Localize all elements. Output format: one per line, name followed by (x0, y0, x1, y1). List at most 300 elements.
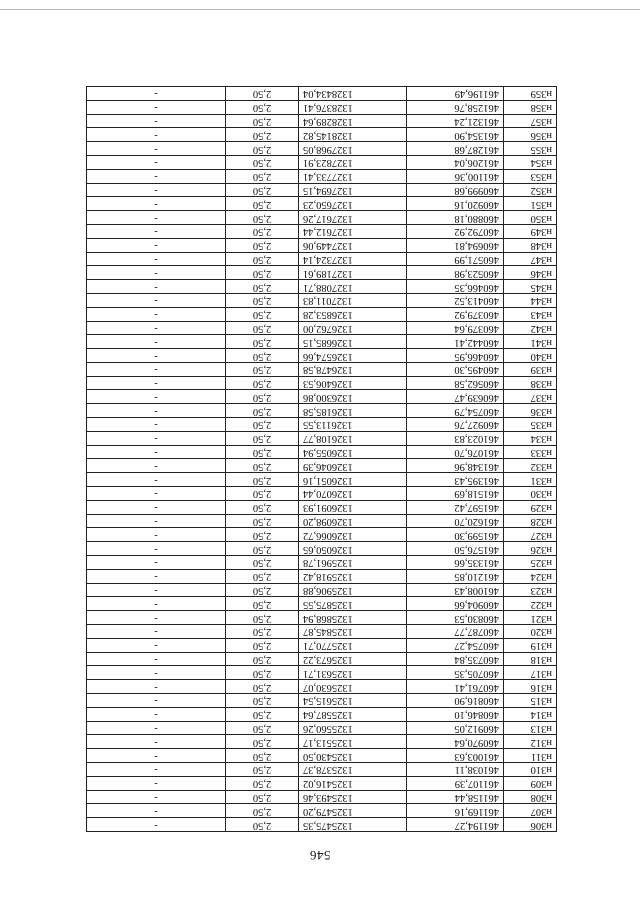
cell-note: - (87, 376, 226, 390)
cell-y-coordinate: 1326685,15 (299, 335, 407, 349)
cell-note: - (87, 155, 226, 169)
cell-note: - (87, 404, 226, 418)
cell-y-coordinate: 1325416,02 (299, 776, 407, 790)
cell-y-coordinate: 1325868,94 (299, 611, 407, 625)
cell-point-id: н338 (504, 376, 557, 390)
cell-point-id: н314 (504, 707, 557, 721)
cell-point-id: н347 (504, 252, 557, 266)
cell-y-coordinate: 1325875,55 (299, 597, 407, 611)
cell-accuracy: 2,50 (226, 542, 299, 556)
cell-y-coordinate: 1325587,64 (299, 707, 407, 721)
cell-point-id: н324 (504, 569, 557, 583)
cell-x-coordinate: 460523,98 (407, 266, 504, 280)
cell-accuracy: 2,50 (226, 114, 299, 128)
cell-note: - (87, 86, 226, 100)
table-row (87, 583, 557, 597)
cell-point-id: н316 (504, 680, 557, 694)
cell-x-coordinate: 461287,68 (407, 142, 504, 156)
cell-x-coordinate: 461354,90 (407, 128, 504, 142)
table-row (87, 638, 557, 652)
cell-x-coordinate: 461076,70 (407, 445, 504, 459)
cell-y-coordinate: 1328289,64 (299, 114, 407, 128)
cell-point-id: н332 (504, 459, 557, 473)
cell-y-coordinate: 1325906,88 (299, 583, 407, 597)
cell-y-coordinate: 1327617,26 (299, 211, 407, 225)
cell-point-id: н310 (504, 763, 557, 777)
cell-x-coordinate: 460694,81 (407, 238, 504, 252)
cell-y-coordinate: 1325378,37 (299, 763, 407, 777)
cell-accuracy: 2,50 (226, 211, 299, 225)
table-row (87, 404, 557, 418)
cell-accuracy: 2,50 (226, 321, 299, 335)
table-row (87, 114, 557, 128)
table-row (87, 307, 557, 321)
table-row (87, 321, 557, 335)
table-row (87, 155, 557, 169)
cell-note: - (87, 390, 226, 404)
cell-note: - (87, 238, 226, 252)
cell-x-coordinate: 461107,39 (407, 776, 504, 790)
cell-point-id: н325 (504, 556, 557, 570)
cell-x-coordinate: 460571,99 (407, 252, 504, 266)
cell-y-coordinate: 1325918,42 (299, 569, 407, 583)
cell-accuracy: 2,50 (226, 473, 299, 487)
cell-accuracy: 2,50 (226, 694, 299, 708)
cell-y-coordinate: 1327823,91 (299, 155, 407, 169)
cell-note: - (87, 335, 226, 349)
cell-point-id: н309 (504, 776, 557, 790)
cell-note: - (87, 280, 226, 294)
table-row (87, 418, 557, 432)
cell-accuracy: 2,50 (226, 597, 299, 611)
cell-accuracy: 2,50 (226, 721, 299, 735)
cell-x-coordinate: 460442,41 (407, 335, 504, 349)
cell-x-coordinate: 460904,66 (407, 597, 504, 611)
table-row (87, 224, 557, 238)
table-row (87, 597, 557, 611)
cell-accuracy: 2,50 (226, 307, 299, 321)
cell-y-coordinate: 1326050,65 (299, 542, 407, 556)
table-row (87, 390, 557, 404)
cell-y-coordinate: 1326853,28 (299, 307, 407, 321)
cell-y-coordinate: 1325770,71 (299, 638, 407, 652)
cell-accuracy: 2,50 (226, 155, 299, 169)
cell-note: - (87, 487, 226, 501)
cell-x-coordinate: 460912,05 (407, 721, 504, 735)
cell-accuracy: 2,50 (226, 335, 299, 349)
cell-y-coordinate: 1328145,82 (299, 128, 407, 142)
cell-x-coordinate: 461003,63 (407, 749, 504, 763)
cell-accuracy: 2,50 (226, 556, 299, 570)
cell-x-coordinate: 460754,27 (407, 638, 504, 652)
table-row (87, 335, 557, 349)
cell-y-coordinate: 1325513,17 (299, 735, 407, 749)
cell-accuracy: 2,50 (226, 86, 299, 100)
table-row (87, 514, 557, 528)
cell-y-coordinate: 1326185,58 (299, 404, 407, 418)
cell-y-coordinate: 1325615,54 (299, 694, 407, 708)
cell-x-coordinate: 461395,43 (407, 473, 504, 487)
cell-accuracy: 2,50 (226, 418, 299, 432)
cell-x-coordinate: 460495,30 (407, 362, 504, 376)
cell-point-id: н315 (504, 694, 557, 708)
cell-point-id: н349 (504, 224, 557, 238)
cell-note: - (87, 321, 226, 335)
cell-accuracy: 2,50 (226, 652, 299, 666)
cell-x-coordinate: 460466,95 (407, 349, 504, 363)
table-row (87, 349, 557, 363)
cell-y-coordinate: 1327733,41 (299, 169, 407, 183)
table-row (87, 749, 557, 763)
cell-note: - (87, 776, 226, 790)
cell-x-coordinate: 460920,16 (407, 197, 504, 211)
cell-note: - (87, 418, 226, 432)
table-row (87, 763, 557, 777)
scan-edge-line (0, 9, 640, 10)
cell-note: - (87, 694, 226, 708)
cell-point-id: н323 (504, 583, 557, 597)
cell-point-id: н326 (504, 542, 557, 556)
table-row (87, 487, 557, 501)
cell-note: - (87, 128, 226, 142)
cell-y-coordinate: 1326478,58 (299, 362, 407, 376)
cell-accuracy: 2,50 (226, 790, 299, 804)
cell-accuracy: 2,50 (226, 404, 299, 418)
cell-accuracy: 2,50 (226, 238, 299, 252)
cell-accuracy: 2,50 (226, 625, 299, 639)
cell-point-id: н344 (504, 293, 557, 307)
cell-y-coordinate: 1325961,78 (299, 556, 407, 570)
cell-x-coordinate: 460880,18 (407, 211, 504, 225)
coordinates-table-body (87, 86, 557, 831)
cell-point-id: н350 (504, 211, 557, 225)
table-row (87, 238, 557, 252)
cell-point-id: н330 (504, 487, 557, 501)
cell-point-id: н343 (504, 307, 557, 321)
cell-y-coordinate: 1325560,26 (299, 721, 407, 735)
cell-accuracy: 2,50 (226, 487, 299, 501)
table-row (87, 183, 557, 197)
cell-x-coordinate: 460846,10 (407, 707, 504, 721)
cell-note: - (87, 735, 226, 749)
cell-x-coordinate: 460735,84 (407, 652, 504, 666)
cell-point-id: н320 (504, 625, 557, 639)
cell-y-coordinate: 1326108,77 (299, 431, 407, 445)
cell-note: - (87, 528, 226, 542)
table-row (87, 694, 557, 708)
cell-accuracy: 2,50 (226, 100, 299, 114)
cell-point-id: н334 (504, 431, 557, 445)
cell-point-id: н317 (504, 666, 557, 680)
cell-accuracy: 2,50 (226, 376, 299, 390)
cell-accuracy: 2,50 (226, 183, 299, 197)
cell-note: - (87, 473, 226, 487)
cell-x-coordinate: 461169,16 (407, 804, 504, 818)
cell-x-coordinate: 460830,53 (407, 611, 504, 625)
cell-point-id: н357 (504, 114, 557, 128)
cell-note: - (87, 749, 226, 763)
table-row (87, 611, 557, 625)
cell-accuracy: 2,50 (226, 197, 299, 211)
cell-accuracy: 2,50 (226, 293, 299, 307)
cell-note: - (87, 142, 226, 156)
table-row (87, 280, 557, 294)
cell-y-coordinate: 1327088,71 (299, 280, 407, 294)
cell-note: - (87, 445, 226, 459)
table-row (87, 680, 557, 694)
cell-accuracy: 2,50 (226, 445, 299, 459)
cell-point-id: н321 (504, 611, 557, 625)
cell-y-coordinate: 1326066,72 (299, 528, 407, 542)
cell-x-coordinate: 460970,64 (407, 735, 504, 749)
cell-accuracy: 2,50 (226, 638, 299, 652)
cell-note: - (87, 556, 226, 570)
cell-x-coordinate: 461196,49 (407, 86, 504, 100)
cell-y-coordinate: 1326762,00 (299, 321, 407, 335)
cell-accuracy: 2,50 (226, 459, 299, 473)
cell-note: - (87, 211, 226, 225)
cell-point-id: н319 (504, 638, 557, 652)
cell-y-coordinate: 1327650,23 (299, 197, 407, 211)
table-row (87, 252, 557, 266)
cell-x-coordinate: 460787,77 (407, 625, 504, 639)
cell-note: - (87, 638, 226, 652)
cell-point-id: н346 (504, 266, 557, 280)
cell-note: - (87, 514, 226, 528)
cell-y-coordinate: 1326574,66 (299, 349, 407, 363)
cell-point-id: н355 (504, 142, 557, 156)
cell-note: - (87, 542, 226, 556)
cell-note: - (87, 707, 226, 721)
cell-point-id: н348 (504, 238, 557, 252)
cell-x-coordinate: 461335,66 (407, 556, 504, 570)
page-number: 546 (309, 848, 331, 863)
cell-note: - (87, 652, 226, 666)
cell-y-coordinate: 1327612,44 (299, 224, 407, 238)
cell-y-coordinate: 1328376,41 (299, 100, 407, 114)
cell-accuracy: 2,50 (226, 569, 299, 583)
cell-point-id: н335 (504, 418, 557, 432)
cell-y-coordinate: 1326070,44 (299, 487, 407, 501)
cell-y-coordinate: 1326051,16 (299, 473, 407, 487)
cell-accuracy: 2,50 (226, 749, 299, 763)
table-row (87, 128, 557, 142)
cell-point-id: н353 (504, 169, 557, 183)
cell-x-coordinate: 460705,35 (407, 666, 504, 680)
cell-accuracy: 2,50 (226, 280, 299, 294)
table-row (87, 169, 557, 183)
cell-point-id: н311 (504, 749, 557, 763)
cell-note: - (87, 763, 226, 777)
cell-accuracy: 2,50 (226, 707, 299, 721)
cell-note: - (87, 818, 226, 832)
cell-x-coordinate: 461576,50 (407, 542, 504, 556)
cell-point-id: н329 (504, 500, 557, 514)
table-row (87, 707, 557, 721)
cell-y-coordinate: 1325475,35 (299, 818, 407, 832)
cell-y-coordinate: 1325479,20 (299, 804, 407, 818)
cell-note: - (87, 459, 226, 473)
cell-accuracy: 2,50 (226, 349, 299, 363)
cell-point-id: н318 (504, 652, 557, 666)
cell-y-coordinate: 1326113,55 (299, 418, 407, 432)
cell-x-coordinate: 460761,41 (407, 680, 504, 694)
cell-x-coordinate: 461023,83 (407, 431, 504, 445)
cell-note: - (87, 197, 226, 211)
cell-note: - (87, 597, 226, 611)
cell-accuracy: 2,50 (226, 735, 299, 749)
cell-note: - (87, 307, 226, 321)
cell-x-coordinate: 461599,30 (407, 528, 504, 542)
cell-point-id: н342 (504, 321, 557, 335)
table-row (87, 804, 557, 818)
cell-x-coordinate: 460927,76 (407, 418, 504, 432)
cell-note: - (87, 169, 226, 183)
cell-accuracy: 2,50 (226, 818, 299, 832)
cell-accuracy: 2,50 (226, 252, 299, 266)
table-row (87, 100, 557, 114)
cell-point-id: н337 (504, 390, 557, 404)
cell-accuracy: 2,50 (226, 804, 299, 818)
cell-note: - (87, 583, 226, 597)
cell-note: - (87, 790, 226, 804)
table-row (87, 652, 557, 666)
cell-y-coordinate: 1327694,15 (299, 183, 407, 197)
cell-note: - (87, 224, 226, 238)
cell-point-id: н354 (504, 155, 557, 169)
table-row (87, 445, 557, 459)
cell-accuracy: 2,50 (226, 528, 299, 542)
cell-y-coordinate: 1327189,61 (299, 266, 407, 280)
cell-point-id: н352 (504, 183, 557, 197)
cell-note: - (87, 293, 226, 307)
cell-point-id: н336 (504, 404, 557, 418)
cell-note: - (87, 252, 226, 266)
cell-point-id: н356 (504, 128, 557, 142)
cell-accuracy: 2,50 (226, 390, 299, 404)
table-row (87, 790, 557, 804)
cell-point-id: н340 (504, 349, 557, 363)
cell-note: - (87, 611, 226, 625)
cell-accuracy: 2,50 (226, 776, 299, 790)
table-row (87, 86, 557, 100)
table-row (87, 569, 557, 583)
cell-x-coordinate: 460754,79 (407, 404, 504, 418)
cell-note: - (87, 625, 226, 639)
cell-y-coordinate: 1325845,87 (299, 625, 407, 639)
cell-x-coordinate: 461597,42 (407, 500, 504, 514)
cell-x-coordinate: 460562,58 (407, 376, 504, 390)
cell-y-coordinate: 1326046,39 (299, 459, 407, 473)
cell-accuracy: 2,50 (226, 763, 299, 777)
cell-x-coordinate: 461100,36 (407, 169, 504, 183)
cell-note: - (87, 266, 226, 280)
cell-accuracy: 2,50 (226, 514, 299, 528)
cell-x-coordinate: 461194,27 (407, 818, 504, 832)
table-row (87, 556, 557, 570)
cell-x-coordinate: 461258,76 (407, 100, 504, 114)
cell-y-coordinate: 1327324,14 (299, 252, 407, 266)
cell-x-coordinate: 460379,64 (407, 321, 504, 335)
cell-x-coordinate: 460639,47 (407, 390, 504, 404)
cell-note: - (87, 721, 226, 735)
table-row (87, 625, 557, 639)
table-row (87, 293, 557, 307)
table-row (87, 431, 557, 445)
cell-y-coordinate: 1326098,20 (299, 514, 407, 528)
cell-accuracy: 2,50 (226, 142, 299, 156)
cell-x-coordinate: 460466,35 (407, 280, 504, 294)
cell-x-coordinate: 461158,44 (407, 790, 504, 804)
table-row (87, 721, 557, 735)
cell-note: - (87, 431, 226, 445)
cell-point-id: н359 (504, 86, 557, 100)
cell-note: - (87, 362, 226, 376)
cell-note: - (87, 349, 226, 363)
cell-x-coordinate: 461321,24 (407, 114, 504, 128)
cell-note: - (87, 804, 226, 818)
cell-note: - (87, 569, 226, 583)
cell-accuracy: 2,50 (226, 583, 299, 597)
cell-accuracy: 2,50 (226, 266, 299, 280)
cell-y-coordinate: 1327011,83 (299, 293, 407, 307)
cell-y-coordinate: 1328434,04 (299, 86, 407, 100)
cell-point-id: н322 (504, 597, 557, 611)
cell-x-coordinate: 460379,92 (407, 307, 504, 321)
cell-note: - (87, 114, 226, 128)
cell-y-coordinate: 1325630,07 (299, 680, 407, 694)
table-row (87, 776, 557, 790)
cell-accuracy: 2,50 (226, 680, 299, 694)
cell-accuracy: 2,50 (226, 169, 299, 183)
table-row (87, 376, 557, 390)
table-row (87, 666, 557, 680)
cell-note: - (87, 183, 226, 197)
cell-point-id: н333 (504, 445, 557, 459)
cell-point-id: н331 (504, 473, 557, 487)
cell-note: - (87, 666, 226, 680)
cell-point-id: н307 (504, 804, 557, 818)
cell-y-coordinate: 1326406,53 (299, 376, 407, 390)
cell-point-id: н341 (504, 335, 557, 349)
table-row (87, 735, 557, 749)
cell-x-coordinate: 461518,69 (407, 487, 504, 501)
cell-point-id: н327 (504, 528, 557, 542)
cell-point-id: н351 (504, 197, 557, 211)
cell-point-id: н312 (504, 735, 557, 749)
cell-accuracy: 2,50 (226, 611, 299, 625)
cell-accuracy: 2,50 (226, 224, 299, 238)
table-row (87, 818, 557, 832)
cell-accuracy: 2,50 (226, 666, 299, 680)
cell-x-coordinate: 461008,43 (407, 583, 504, 597)
table-row (87, 500, 557, 514)
cell-point-id: н306 (504, 818, 557, 832)
table-row (87, 459, 557, 473)
cell-y-coordinate: 1325673,22 (299, 652, 407, 666)
cell-y-coordinate: 1325430,50 (299, 749, 407, 763)
cell-y-coordinate: 1325493,46 (299, 790, 407, 804)
cell-accuracy: 2,50 (226, 500, 299, 514)
table-row (87, 197, 557, 211)
cell-y-coordinate: 1326300,86 (299, 390, 407, 404)
cell-x-coordinate: 460816,90 (407, 694, 504, 708)
cell-y-coordinate: 1326091,93 (299, 500, 407, 514)
cell-point-id: н345 (504, 280, 557, 294)
cell-note: - (87, 100, 226, 114)
coordinates-table (86, 86, 557, 832)
cell-point-id: н308 (504, 790, 557, 804)
